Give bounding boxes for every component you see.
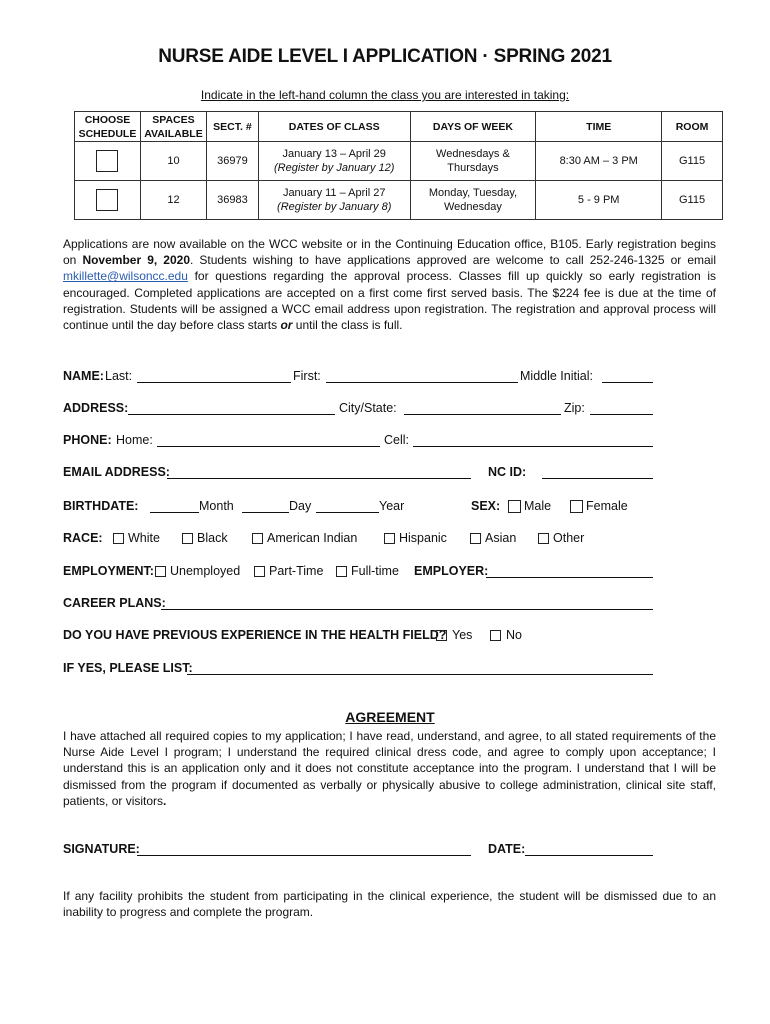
cell-phone-field[interactable] xyxy=(413,433,653,447)
signature-row xyxy=(63,842,663,860)
sex-label: SEX: xyxy=(471,499,501,513)
birth-year-field[interactable] xyxy=(316,499,379,513)
email-row xyxy=(63,465,663,483)
dates-cell: January 13 – April 29 (Register by January 12) xyxy=(258,142,410,181)
days-cell: Wednesdays & Thursdays xyxy=(410,142,536,181)
male-label: Male xyxy=(524,499,552,513)
date-label: DATE: xyxy=(488,842,526,856)
female-checkbox[interactable] xyxy=(570,500,583,513)
room-cell: G115 xyxy=(662,181,723,220)
day-label: Day xyxy=(289,499,312,513)
home-phone-field[interactable] xyxy=(157,433,380,447)
birthdate-label: BIRTHDATE: xyxy=(63,499,139,513)
experience-row xyxy=(63,628,663,646)
experience-no-checkbox[interactable] xyxy=(490,630,501,641)
male-checkbox[interactable] xyxy=(508,500,521,513)
home-phone-label: Home: xyxy=(116,433,153,447)
race-hispanic-checkbox[interactable] xyxy=(384,533,395,544)
birth-month-field[interactable] xyxy=(150,499,199,513)
race-black-checkbox[interactable] xyxy=(182,533,193,544)
race-white-checkbox[interactable] xyxy=(113,533,124,544)
experience-list-row xyxy=(63,661,663,679)
race-hispanic-label: Hispanic xyxy=(399,531,447,545)
header-choose-schedule: CHOOSE SCHEDULE xyxy=(75,112,141,142)
table-instruction: Indicate in the left-hand column the class you are interested in taking: xyxy=(200,88,570,102)
experience-no-label: No xyxy=(506,628,522,642)
registration-date: November 9, 2020 xyxy=(82,253,190,268)
month-label: Month xyxy=(199,499,234,513)
employer-field[interactable] xyxy=(486,564,653,578)
address-field[interactable] xyxy=(128,401,335,415)
last-name-label: Last: xyxy=(105,369,133,383)
race-black-label: Black xyxy=(197,531,228,545)
address-label: ADDRESS: xyxy=(63,401,129,415)
agreement-heading: AGREEMENT xyxy=(345,709,435,725)
signature-field[interactable] xyxy=(137,842,471,856)
race-asian-label: Asian xyxy=(485,531,517,545)
full-time-checkbox[interactable] xyxy=(336,566,347,577)
header-sect: SECT. # xyxy=(206,112,258,142)
email-label: EMAIL ADDRESS: xyxy=(63,465,170,479)
agreement-text: I have attached all required copies to my application; I have read, understand, and agree, to all stated requirements of the Nurse Aide Level I program; I understand the required clinical dress code, and agree to comply upon acceptance; I understand this is an application only and it does not constitute acceptance into the program. I understand that I will be dismissed from the program if documented as verbally or physically abusive to college administration, clinical site staff, patients, or visitors. xyxy=(63,729,716,808)
employment-label: EMPLOYMENT: xyxy=(63,564,154,578)
header-days: DAYS OF WEEK xyxy=(410,112,536,142)
part-time-label: Part-Time xyxy=(269,564,324,578)
middle-initial-field[interactable] xyxy=(602,369,653,383)
experience-list-field[interactable] xyxy=(187,661,653,675)
days-cell: Monday, Tuesday, Wednesday xyxy=(410,181,536,220)
experience-yes-checkbox[interactable] xyxy=(436,630,447,641)
part-time-checkbox[interactable] xyxy=(254,566,265,577)
time-cell: 8:30 AM – 3 PM xyxy=(536,142,662,181)
last-name-field[interactable] xyxy=(137,369,291,383)
header-spaces-available: SPACES AVAILABLE xyxy=(140,112,206,142)
first-name-field[interactable] xyxy=(326,369,518,383)
race-other-label: Other xyxy=(553,531,585,545)
race-american-indian-checkbox[interactable] xyxy=(252,533,263,544)
birthdate-row xyxy=(63,499,663,517)
unemployed-checkbox[interactable] xyxy=(155,566,166,577)
footer-note: If any facility prohibits the student from participating in the clinical experience, the student will be dismissed due to an inability to progress and complete the program. xyxy=(63,889,716,920)
race-white-label: White xyxy=(128,531,160,545)
sect-cell: 36979 xyxy=(206,142,258,181)
first-name-label: First: xyxy=(293,369,321,383)
phone-label: PHONE: xyxy=(63,433,112,447)
city-state-label: City/State: xyxy=(339,401,397,415)
spaces-cell: 10 xyxy=(140,142,206,181)
ncid-label: NC ID: xyxy=(488,465,527,479)
name-label: NAME: xyxy=(63,369,104,383)
spaces-cell: 12 xyxy=(140,181,206,220)
career-plans-field[interactable] xyxy=(161,596,653,610)
career-plans-label: CAREER PLANS: xyxy=(63,596,166,610)
race-american-indian-label: American Indian xyxy=(267,531,358,545)
experience-yes-label: Yes xyxy=(452,628,473,642)
room-cell: G115 xyxy=(662,142,723,181)
choose-schedule-checkbox-2[interactable] xyxy=(96,189,118,211)
employer-label: EMPLOYER: xyxy=(414,564,489,578)
birth-day-field[interactable] xyxy=(242,499,289,513)
name-row xyxy=(63,369,663,387)
employment-row xyxy=(63,564,663,582)
class-schedule-table xyxy=(74,111,723,220)
phone-row xyxy=(63,433,663,451)
header-room: ROOM xyxy=(662,112,723,142)
race-asian-checkbox[interactable] xyxy=(470,533,481,544)
race-label: RACE: xyxy=(63,531,103,545)
contact-email-link[interactable]: mkillette@wilsoncc.edu xyxy=(63,269,188,284)
email-field[interactable] xyxy=(167,465,471,479)
middle-initial-label: Middle Initial: xyxy=(520,369,593,383)
signature-date-field[interactable] xyxy=(525,842,653,856)
experience-list-label: IF YES, PLEASE LIST: xyxy=(63,661,193,675)
career-row xyxy=(63,596,663,614)
table-row xyxy=(75,142,723,181)
cell-phone-label: Cell: xyxy=(384,433,410,447)
address-row xyxy=(63,401,663,419)
intro-paragraph: Applications are now available on the WCC website or in the Continuing Education office, B105. Early registration begins on November 9, 2020. Students wishing to have applications approved are welcome to call 252-246-1325 or email mkillette@wilsoncc.edu for questions regarding the approval process. Classes fill up quickly so early registration is encouraged. Completed applications are accepted on a first come first served basis. The $224 fee is due at the time of registration. Students will be assigned a WCC email address upon registration. The registration and approval process will continue until the day before class starts or until the class is full. xyxy=(63,237,717,333)
race-row xyxy=(63,531,663,549)
female-label: Female xyxy=(586,499,628,513)
ncid-field[interactable] xyxy=(542,465,653,479)
unemployed-label: Unemployed xyxy=(170,564,241,578)
year-label: Year xyxy=(379,499,405,513)
time-cell: 5 - 9 PM xyxy=(536,181,662,220)
table-row xyxy=(75,181,723,220)
signature-label: SIGNATURE: xyxy=(63,842,140,856)
zip-label: Zip: xyxy=(564,401,585,415)
city-state-field[interactable] xyxy=(404,401,561,415)
race-other-checkbox[interactable] xyxy=(538,533,549,544)
table-header-row xyxy=(75,112,723,142)
dates-cell: January 11 – April 27 (Register by January 8) xyxy=(258,181,410,220)
choose-schedule-checkbox-1[interactable] xyxy=(96,150,118,172)
zip-field[interactable] xyxy=(590,401,653,415)
experience-label: DO YOU HAVE PREVIOUS EXPERIENCE IN THE HEALTH FIELD? xyxy=(63,628,447,642)
sect-cell: 36983 xyxy=(206,181,258,220)
header-dates: DATES OF CLASS xyxy=(258,112,410,142)
header-time: TIME xyxy=(536,112,662,142)
page-title: NURSE AIDE LEVEL I APPLICATION · SPRING 2021 xyxy=(158,46,612,67)
full-time-label: Full-time xyxy=(351,564,399,578)
